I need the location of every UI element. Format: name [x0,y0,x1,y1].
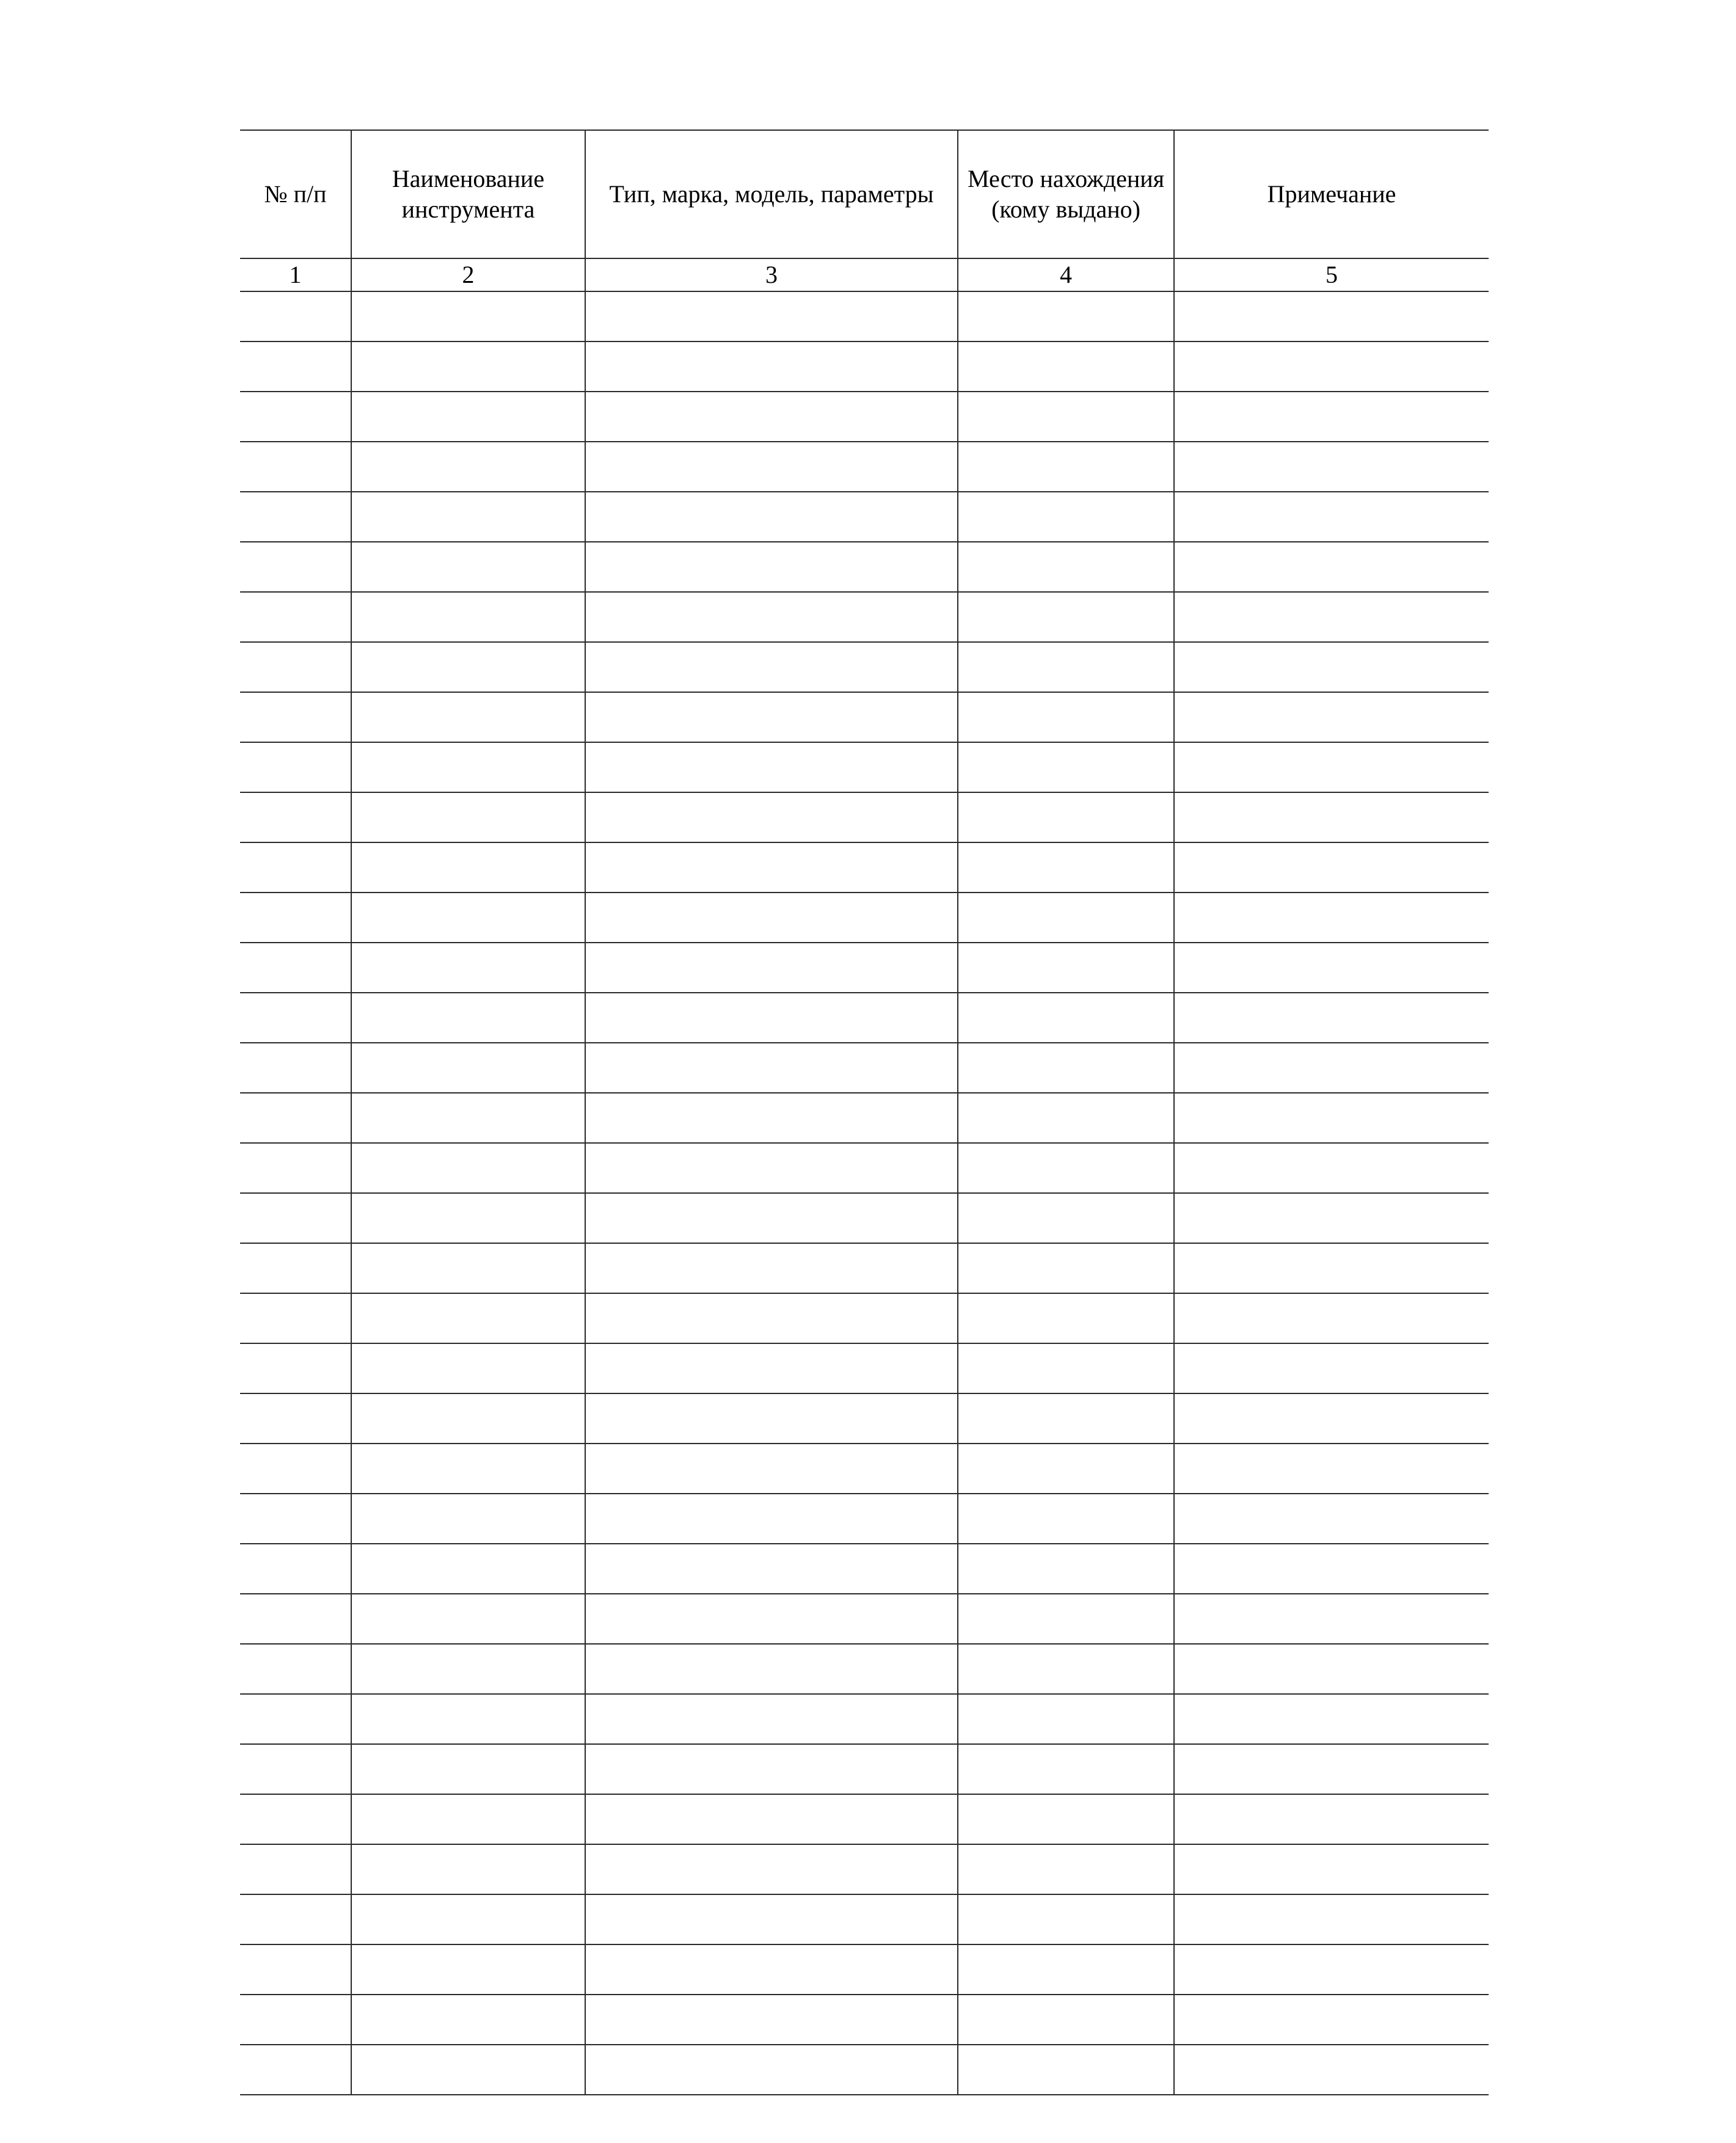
cell-note[interactable] [1174,2045,1489,2095]
cell-tool-name[interactable] [351,742,585,792]
cell-location[interactable] [958,792,1174,842]
cell-number[interactable] [240,842,351,893]
cell-type-model[interactable] [585,1393,958,1444]
cell-location[interactable] [958,742,1174,792]
table-row [240,943,1489,993]
cell-note[interactable] [1174,1143,1489,1193]
cell-type-model[interactable] [585,1594,958,1644]
cell-type-model[interactable] [585,1494,958,1544]
cell-type-model[interactable] [585,1644,958,1694]
cell-tool-name[interactable] [351,1343,585,1393]
cell-tool-name[interactable] [351,2045,585,2095]
table-row [240,1093,1489,1143]
cell-location[interactable] [958,692,1174,742]
cell-type-model[interactable] [585,1043,958,1093]
cell-number[interactable] [240,1043,351,1093]
tool-register-form [240,130,1489,2095]
cell-note[interactable] [1174,1644,1489,1694]
cell-note[interactable] [1174,592,1489,642]
cell-tool-name[interactable] [351,1444,585,1494]
cell-type-model[interactable] [585,542,958,592]
cell-note[interactable] [1174,492,1489,542]
cell-location[interactable] [958,1744,1174,1794]
cell-location[interactable] [958,1343,1174,1393]
cell-note[interactable] [1174,1794,1489,1844]
cell-tool-name[interactable] [351,1894,585,1944]
cell-note[interactable] [1174,1193,1489,1243]
cell-note[interactable] [1174,1544,1489,1594]
cell-location[interactable] [958,993,1174,1043]
cell-location[interactable] [958,1794,1174,1844]
table-row [240,642,1489,692]
cell-type-model[interactable] [585,742,958,792]
table-row [240,1744,1489,1794]
cell-number[interactable] [240,1093,351,1143]
cell-location[interactable] [958,1995,1174,2045]
cell-tool-name[interactable] [351,1143,585,1193]
cell-note[interactable] [1174,842,1489,893]
table-row [240,1243,1489,1293]
cell-location[interactable] [958,1093,1174,1143]
cell-number[interactable] [240,692,351,742]
cell-location[interactable] [958,1243,1174,1293]
cell-note[interactable] [1174,1894,1489,1944]
cell-location[interactable] [958,542,1174,592]
table-row [240,993,1489,1043]
table-row [240,1193,1489,1243]
cell-number[interactable] [240,492,351,542]
cell-location[interactable] [958,1393,1174,1444]
table-row [240,1444,1489,1494]
cell-location[interactable] [958,642,1174,692]
cell-location[interactable] [958,1544,1174,1594]
header-location: Место нахождения (кому выдано) [958,130,1174,258]
header-type-model: Тип, марка, модель, параметры [585,130,958,258]
table-row [240,1644,1489,1694]
cell-note[interactable] [1174,993,1489,1043]
cell-number[interactable] [240,1844,351,1894]
cell-note[interactable] [1174,291,1489,341]
cell-location[interactable] [958,1594,1174,1644]
cell-type-model[interactable] [585,1694,958,1744]
cell-number[interactable] [240,1694,351,1744]
table-row [240,1694,1489,1744]
cell-type-model[interactable] [585,1894,958,1944]
cell-type-model[interactable] [585,442,958,492]
cell-type-model[interactable] [585,1143,958,1193]
cell-location[interactable] [958,1694,1174,1744]
cell-tool-name[interactable] [351,442,585,492]
table-row [240,1494,1489,1544]
cell-tool-name[interactable] [351,1193,585,1243]
table-row [240,1143,1489,1193]
column-number: 3 [585,258,958,291]
cell-type-model[interactable] [585,943,958,993]
cell-location[interactable] [958,943,1174,993]
cell-number[interactable] [240,1944,351,1995]
cell-note[interactable] [1174,642,1489,692]
cell-tool-name[interactable] [351,642,585,692]
cell-note[interactable] [1174,392,1489,442]
cell-location[interactable] [958,1844,1174,1894]
cell-location[interactable] [958,1644,1174,1694]
cell-location[interactable] [958,1293,1174,1343]
cell-type-model[interactable] [585,642,958,692]
cell-note[interactable] [1174,792,1489,842]
table-row [240,1794,1489,1844]
cell-note[interactable] [1174,1744,1489,1794]
cell-number[interactable] [240,1894,351,1944]
cell-type-model[interactable] [585,842,958,893]
cell-number[interactable] [240,291,351,341]
cell-tool-name[interactable] [351,1393,585,1444]
cell-type-model[interactable] [585,1944,958,1995]
cell-note[interactable] [1174,1343,1489,1393]
cell-tool-name[interactable] [351,341,585,392]
column-number: 4 [958,258,1174,291]
cell-note[interactable] [1174,542,1489,592]
table-row [240,291,1489,341]
cell-tool-name[interactable] [351,492,585,542]
cell-type-model[interactable] [585,1744,958,1794]
table-row [240,392,1489,442]
cell-type-model[interactable] [585,993,958,1043]
tool-register-table [240,130,1489,2095]
table-row [240,1043,1489,1093]
table-row [240,742,1489,792]
cell-location[interactable] [958,2045,1174,2095]
cell-type-model[interactable] [585,1193,958,1243]
cell-number[interactable] [240,1444,351,1494]
cell-tool-name[interactable] [351,842,585,893]
cell-number[interactable] [240,1544,351,1594]
table-row [240,542,1489,592]
cell-note[interactable] [1174,692,1489,742]
cell-tool-name[interactable] [351,392,585,442]
table-row [240,842,1489,893]
table-row [240,1544,1489,1594]
cell-note[interactable] [1174,1444,1489,1494]
table-row [240,492,1489,542]
table-body [240,291,1489,2095]
cell-number[interactable] [240,1343,351,1393]
cell-tool-name[interactable] [351,1043,585,1093]
table-row [240,1894,1489,1944]
cell-note[interactable] [1174,1494,1489,1544]
cell-number[interactable] [240,943,351,993]
cell-note[interactable] [1174,943,1489,993]
cell-note[interactable] [1174,1393,1489,1444]
table-row [240,2045,1489,2095]
cell-tool-name[interactable] [351,1644,585,1694]
cell-number[interactable] [240,993,351,1043]
cell-tool-name[interactable] [351,1744,585,1794]
cell-note[interactable] [1174,1293,1489,1343]
cell-type-model[interactable] [585,1444,958,1494]
table-row [240,592,1489,642]
table-row [240,792,1489,842]
cell-type-model[interactable] [585,1093,958,1143]
cell-type-model[interactable] [585,2045,958,2095]
cell-type-model[interactable] [585,1544,958,1594]
column-number-row [240,258,1489,291]
cell-note[interactable] [1174,1694,1489,1744]
table-row [240,1944,1489,1995]
cell-type-model[interactable] [585,592,958,642]
cell-location[interactable] [958,392,1174,442]
cell-note[interactable] [1174,893,1489,943]
header-number: № п/п [240,130,351,258]
cell-note[interactable] [1174,1243,1489,1293]
cell-location[interactable] [958,492,1174,542]
cell-type-model[interactable] [585,1293,958,1343]
cell-number[interactable] [240,1293,351,1343]
cell-location[interactable] [958,291,1174,341]
cell-type-model[interactable] [585,792,958,842]
column-number: 5 [1174,258,1489,291]
cell-type-model[interactable] [585,1995,958,2045]
cell-tool-name[interactable] [351,1944,585,1995]
cell-tool-name[interactable] [351,1544,585,1594]
cell-note[interactable] [1174,1944,1489,1995]
cell-number[interactable] [240,392,351,442]
cell-number[interactable] [240,742,351,792]
cell-number[interactable] [240,592,351,642]
cell-tool-name[interactable] [351,993,585,1043]
cell-note[interactable] [1174,341,1489,392]
table-row [240,692,1489,742]
cell-note[interactable] [1174,1093,1489,1143]
cell-number[interactable] [240,542,351,592]
cell-number[interactable] [240,792,351,842]
cell-tool-name[interactable] [351,291,585,341]
cell-location[interactable] [958,341,1174,392]
cell-number[interactable] [240,1995,351,2045]
cell-tool-name[interactable] [351,542,585,592]
cell-number[interactable] [240,1644,351,1694]
cell-type-model[interactable] [585,392,958,442]
cell-tool-name[interactable] [351,1594,585,1644]
cell-tool-name[interactable] [351,1494,585,1544]
cell-location[interactable] [958,893,1174,943]
cell-type-model[interactable] [585,291,958,341]
table-row [240,1343,1489,1393]
cell-note[interactable] [1174,1844,1489,1894]
cell-location[interactable] [958,592,1174,642]
cell-number[interactable] [240,1744,351,1794]
cell-location[interactable] [958,1944,1174,1995]
cell-number[interactable] [240,442,351,492]
table-row [240,442,1489,492]
cell-type-model[interactable] [585,1243,958,1293]
cell-tool-name[interactable] [351,692,585,742]
cell-type-model[interactable] [585,1794,958,1844]
cell-note[interactable] [1174,1995,1489,2045]
cell-location[interactable] [958,1894,1174,1944]
column-number: 2 [351,258,585,291]
table-row [240,893,1489,943]
cell-type-model[interactable] [585,893,958,943]
cell-location[interactable] [958,842,1174,893]
cell-type-model[interactable] [585,341,958,392]
cell-note[interactable] [1174,1043,1489,1093]
table-row [240,1293,1489,1343]
header-row [240,130,1489,258]
cell-tool-name[interactable] [351,792,585,842]
cell-number[interactable] [240,1794,351,1844]
cell-tool-name[interactable] [351,893,585,943]
cell-number[interactable] [240,1393,351,1444]
cell-tool-name[interactable] [351,1794,585,1844]
cell-number[interactable] [240,1494,351,1544]
cell-number[interactable] [240,1193,351,1243]
cell-location[interactable] [958,1193,1174,1243]
cell-note[interactable] [1174,742,1489,792]
table-row [240,1594,1489,1644]
table-row [240,1995,1489,2045]
cell-number[interactable] [240,1143,351,1193]
cell-tool-name[interactable] [351,1293,585,1343]
table-row [240,341,1489,392]
table-row [240,1844,1489,1894]
cell-tool-name[interactable] [351,1995,585,2045]
cell-tool-name[interactable] [351,1243,585,1293]
cell-tool-name[interactable] [351,1093,585,1143]
cell-number[interactable] [240,1243,351,1293]
cell-number[interactable] [240,1594,351,1644]
cell-location[interactable] [958,442,1174,492]
cell-type-model[interactable] [585,692,958,742]
cell-note[interactable] [1174,1594,1489,1644]
cell-note[interactable] [1174,442,1489,492]
header-tool-name: Наименование инструмента [351,130,585,258]
cell-tool-name[interactable] [351,592,585,642]
cell-type-model[interactable] [585,492,958,542]
cell-number[interactable] [240,642,351,692]
cell-number[interactable] [240,2045,351,2095]
cell-tool-name[interactable] [351,943,585,993]
cell-type-model[interactable] [585,1343,958,1393]
cell-type-model[interactable] [585,1844,958,1894]
cell-location[interactable] [958,1143,1174,1193]
table-row [240,1393,1489,1444]
cell-tool-name[interactable] [351,1694,585,1744]
cell-tool-name[interactable] [351,1844,585,1894]
cell-number[interactable] [240,893,351,943]
column-number: 1 [240,258,351,291]
cell-location[interactable] [958,1043,1174,1093]
cell-location[interactable] [958,1444,1174,1494]
header-note: Примечание [1174,130,1489,258]
cell-number[interactable] [240,341,351,392]
cell-location[interactable] [958,1494,1174,1544]
